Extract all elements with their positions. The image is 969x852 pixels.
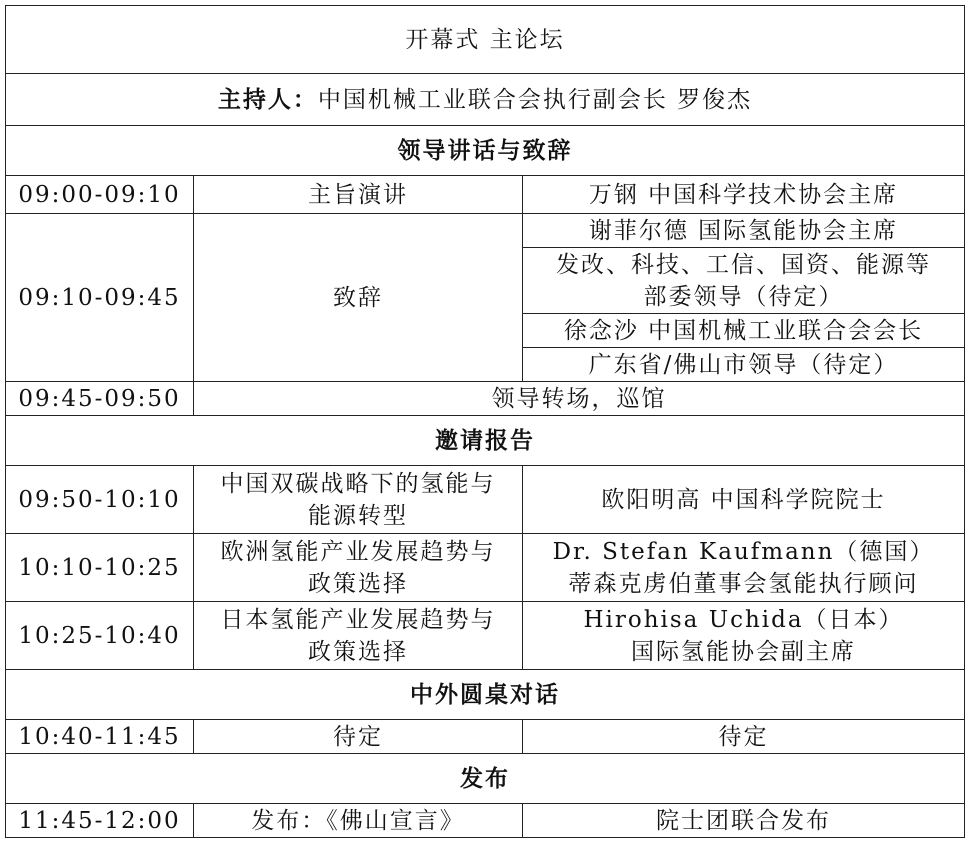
section-heading-invited-reports: 邀请报告 [6, 416, 965, 466]
speaker-line: Hirohisa Uchida（日本） [583, 606, 904, 633]
table-row [6, 804, 965, 838]
table-row [6, 720, 965, 754]
time-cell: 11:45-12:00 [6, 804, 194, 838]
table-row [6, 214, 965, 248]
time-cell: 09:10-09:45 [6, 214, 194, 382]
speaker-line: 部委领导（待定） [643, 283, 844, 310]
item-cell: 主旨演讲 [194, 176, 523, 214]
topic-line: 政策选择 [308, 638, 408, 665]
section-heading-roundtable: 中外圆桌对话 [6, 670, 965, 720]
item-cell: 领导转场，巡馆 [194, 382, 965, 416]
speaker-line: Dr. Stefan Kaufmann（德国） [552, 538, 935, 565]
time-cell: 10:25-10:40 [6, 602, 194, 670]
speaker-cell: 谢菲尔德 国际氢能协会主席 [523, 214, 965, 248]
speaker-line: 蒂森克虏伯董事会氢能执行顾问 [568, 570, 919, 597]
host-value: 中国机械工业联合会执行副会长 罗俊杰 [317, 86, 753, 113]
speaker-cell: 欧阳明高 中国科学院院士 [523, 466, 965, 534]
speaker-cell: 万钢 中国科学技术协会主席 [523, 176, 965, 214]
speaker-line: 国际氢能协会副主席 [631, 638, 856, 665]
time-cell: 09:00-09:10 [6, 176, 194, 214]
topic-cell [194, 466, 523, 534]
topic-cell [194, 602, 523, 670]
speaker-line: 发改、科技、工信、国资、能源等 [556, 251, 931, 278]
speaker-cell [523, 534, 965, 602]
table-row [6, 466, 965, 534]
page-title: 开幕式 主论坛 [6, 6, 965, 74]
table-row [6, 176, 965, 214]
topic-cell [194, 534, 523, 602]
time-cell: 09:45-09:50 [6, 382, 194, 416]
host-row [6, 74, 965, 126]
section-heading-leader-speech: 领导讲话与致辞 [6, 126, 965, 176]
table-row [6, 602, 965, 670]
topic-line: 中国双碳战略下的氢能与 [220, 470, 496, 497]
table-row [6, 534, 965, 602]
speaker-cell: 待定 [523, 720, 965, 754]
item-cell: 发布：《佛山宣言》 [194, 804, 523, 838]
topic-line: 能源转型 [308, 502, 408, 529]
time-cell: 10:10-10:25 [6, 534, 194, 602]
section-heading-release: 发布 [6, 754, 965, 804]
topic-line: 日本氢能产业发展趋势与 [220, 606, 496, 633]
speaker-cell [523, 602, 965, 670]
time-cell: 09:50-10:10 [6, 466, 194, 534]
agenda-table [5, 5, 965, 838]
speaker-cell: 广东省/佛山市领导（待定） [523, 348, 965, 382]
topic-line: 政策选择 [308, 570, 408, 597]
item-cell: 致辞 [194, 214, 523, 382]
time-cell: 10:40-11:45 [6, 720, 194, 754]
item-cell: 待定 [194, 720, 523, 754]
speaker-cell: 徐念沙 中国机械工业联合会会长 [523, 314, 965, 348]
speaker-cell: 院士团联合发布 [523, 804, 965, 838]
table-row [6, 382, 965, 416]
speaker-cell [523, 248, 965, 314]
host-label: 主持人： [217, 86, 318, 113]
topic-line: 欧洲氢能产业发展趋势与 [220, 538, 496, 565]
